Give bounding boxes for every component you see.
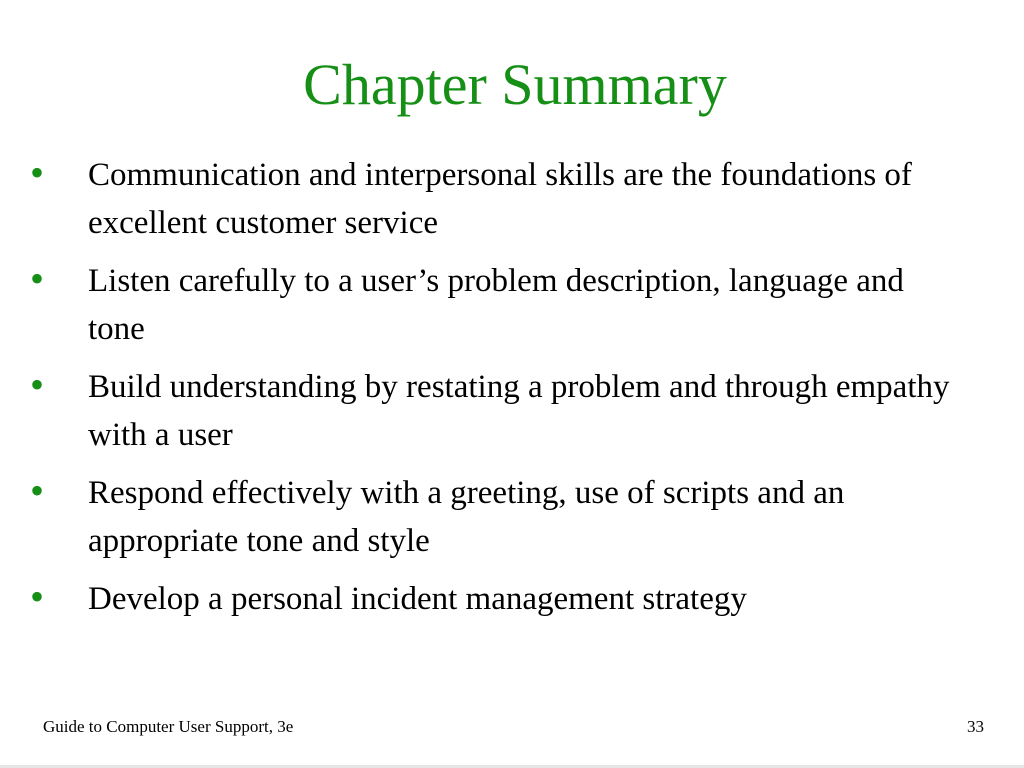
bullet-text: Communication and interpersonal skills are the foundations of excellent customer service (88, 157, 912, 241)
slide-title: Chapter Summary (303, 52, 727, 117)
bullet-text: Listen carefully to a user’s problem description, language and tone (88, 263, 904, 347)
bullet-dot-icon: • (30, 150, 45, 195)
bullet-text: Build understanding by restating a problem and through empathy with a user (88, 369, 950, 453)
bullet-dot-icon: • (30, 362, 45, 407)
bullet-text: Develop a personal incident management strategy (88, 581, 747, 617)
page-number: 33 (967, 717, 984, 736)
footer-book-title: Guide to Computer User Support, 3e (43, 717, 294, 736)
bullet-dot-icon: • (30, 256, 45, 301)
bullet-item (0, 469, 968, 565)
bullet-item (0, 363, 968, 459)
bullet-dot-icon: • (30, 574, 45, 619)
bullet-item (0, 257, 968, 353)
bullet-list (0, 151, 1024, 633)
bullet-text: Respond effectively with a greeting, use of scripts and an appropriate tone and style (88, 475, 845, 559)
bullet-item (0, 151, 968, 247)
bullet-item (0, 575, 968, 623)
bullet-dot-icon: • (30, 468, 45, 513)
